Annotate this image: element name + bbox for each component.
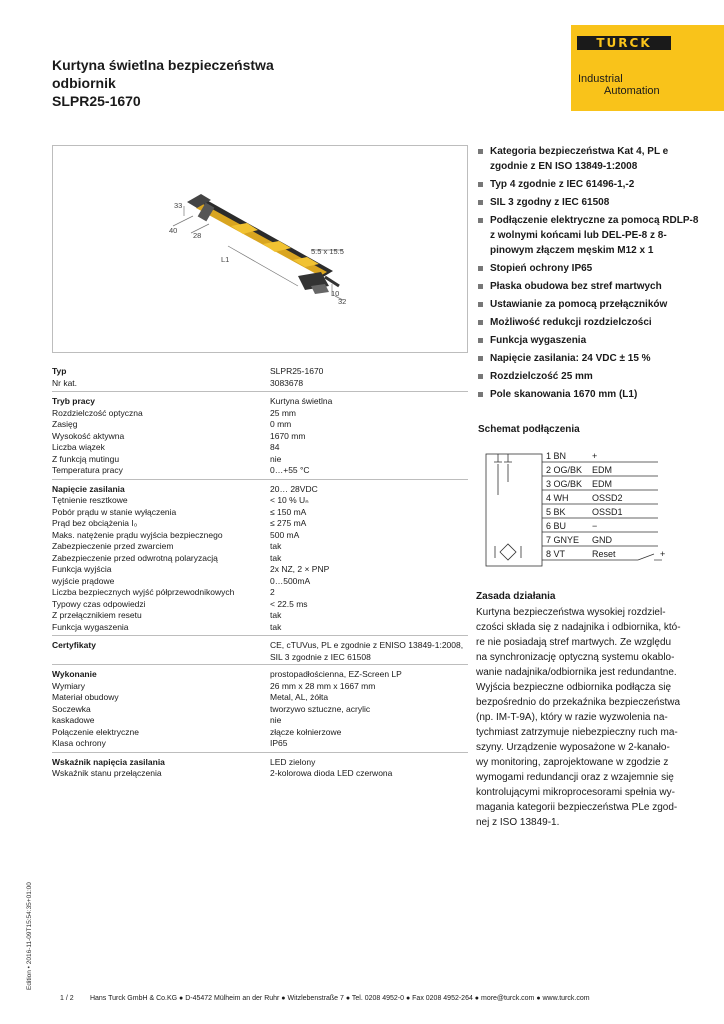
spec-group-certificates [52, 640, 468, 665]
feature-item: Funkcja wygaszenia [478, 333, 703, 348]
spec-row [52, 738, 468, 750]
pin-3-signal: EDM [592, 479, 612, 489]
spec-row [52, 768, 468, 780]
feature-item: Możliwość redukcji rozdzielczości [478, 315, 703, 330]
feature-item: Napięcie zasilania: 24 VDC ± 15 % [478, 351, 703, 366]
spec-row [52, 541, 468, 553]
spec-value: 1670 mm [270, 430, 306, 441]
reset-plus: + [660, 549, 666, 559]
spec-value: < 10 % Uₙ [270, 495, 309, 505]
operation-line: bezpośrednio do przekaźnika bezpieczeństwa [476, 697, 681, 708]
feature-item: Pole skanowania 1670 mm (L1) [478, 387, 703, 402]
spec-row [52, 378, 468, 390]
operation-line: na synchronizację optyczną systemu okablo- [476, 652, 675, 663]
spec-row [52, 599, 468, 611]
title-line-1: Kurtyna świetlna bezpieczeństwa [52, 57, 274, 73]
spec-row [52, 495, 468, 507]
spec-key: Funkcja wyjścia [52, 564, 112, 574]
operation-line: czości składa się z nadajnika i odbiornika, któ- [476, 622, 681, 633]
pin-6-wire: 6 BU [546, 521, 567, 531]
spec-value: tak [270, 552, 282, 563]
pin-6-signal: − [592, 521, 598, 531]
spec-row [52, 419, 468, 431]
spec-value: tak [270, 541, 282, 551]
spec-row [52, 396, 468, 408]
dim-28-label: 28 [193, 231, 202, 240]
spec-row [52, 507, 468, 519]
spec-value: 0 mm [270, 419, 292, 429]
spec-row [52, 530, 468, 542]
spec-key: Tętnienie resztkowe [52, 495, 128, 505]
pin-4-signal: OSSD2 [592, 493, 623, 503]
spec-value: 2-kolorowa dioda LED czerwona [270, 768, 393, 778]
pin-8-signal: Reset [592, 549, 616, 559]
spec-key: Tryb pracy [52, 396, 95, 406]
spec-row [52, 431, 468, 443]
spec-key: Z przełącznikiem resetu [52, 610, 142, 620]
spec-key: kaskadowe [52, 715, 95, 725]
spec-value: 2x NZ, 2 × PNP [270, 564, 330, 574]
spec-key: Temperatura pracy [52, 465, 123, 475]
tagline-automation: Automation [604, 85, 660, 97]
spec-key: Liczba wiązek [52, 442, 105, 452]
spec-row [52, 442, 468, 454]
spec-row [52, 610, 468, 622]
spec-value: 0…500mA [270, 575, 311, 586]
pin-3-wire: 3 OG/BK [546, 479, 583, 489]
spec-value: 2 [270, 587, 275, 597]
spec-key: Soczewka [52, 703, 91, 714]
spec-row [52, 465, 468, 477]
operation-text [476, 605, 681, 830]
spec-key: Liczba bezpiecznych wyjść półprzewodnikowych [52, 587, 235, 597]
operation-line: Wyjścia bezpieczne odbiornika podłącza się [476, 682, 672, 693]
spec-key: Wymiary [52, 680, 85, 691]
spec-row [52, 669, 468, 681]
spec-row [52, 408, 468, 420]
spec-value: tak [270, 621, 282, 632]
pin-2-wire: 2 OG/BK [546, 465, 583, 475]
page-number: 1 / 2 [60, 995, 74, 1002]
pin-5-signal: OSSD1 [592, 507, 623, 517]
spec-row [52, 518, 468, 530]
spec-group-identification [52, 366, 468, 392]
spec-row [52, 681, 468, 693]
footer [60, 995, 590, 1002]
pin-5-wire: 5 BK [546, 507, 566, 517]
spec-key: Typ [52, 366, 67, 376]
spec-key: Wskaźnik napięcia zasilania [52, 756, 165, 767]
edition-stamp: Edition • 2016-11-09T15:54:35+01:00 [26, 882, 33, 990]
receiver-box [486, 454, 542, 566]
spec-key: Napięcie zasilania [52, 483, 125, 494]
operation-line: wymogami redundancji oraz z wzajemnie się [476, 772, 674, 783]
spec-group-mechanical [52, 669, 468, 753]
spec-row [52, 454, 468, 466]
title-line-2: odbiornik [52, 75, 116, 91]
spec-value: 25 mm [270, 407, 296, 418]
spec-key: Zasięg [52, 419, 78, 429]
spec-value: złącze kołnierzowe [270, 726, 342, 737]
spec-value: 26 mm x 28 mm x 1667 mm [270, 680, 376, 691]
feature-item: Kategoria bezpieczeństwa Kat 4, PL e zgodnie z EN ISO 13849-1:2008 [478, 144, 703, 174]
spec-value: nie [270, 715, 282, 725]
spec-value: Kurtyna świetlna [270, 396, 333, 406]
page-title [52, 56, 274, 110]
spec-key: Z funkcją mutingu [52, 453, 120, 464]
brand-wordmark: TURCK [577, 36, 671, 50]
spec-key: Funkcja wygaszenia [52, 621, 129, 632]
spec-row [52, 640, 468, 662]
dim-40-label: 40 [169, 226, 178, 235]
spec-value: SLPR25-1670 [270, 366, 324, 376]
sensor-icon [495, 544, 521, 560]
spec-value: 84 [270, 442, 280, 452]
spec-key: Maks. natężenie prądu wyjścia bezpiecznego [52, 529, 223, 540]
operation-line: nej z ISO 13849-1. [476, 817, 560, 828]
spec-value: tak [270, 610, 282, 620]
pin-7-wire: 7 GNYE [546, 535, 580, 545]
operation-line: (np. IM-T-9A), który w razie wyzwolenia na- [476, 712, 668, 723]
spec-row [52, 692, 468, 704]
spec-value: CE, cTUVus, PL e zgodnie z ENISO 13849-1:2008, SIL 3 zgodnie z IEC 61508 [270, 640, 464, 662]
spec-group-electrical [52, 484, 468, 637]
spec-row [52, 757, 468, 769]
spec-key: Materiał obudowy [52, 692, 119, 702]
title-line-3: SLPR25-1670 [52, 93, 141, 109]
operation-line: wanie nadajnika/odbiornika jest redundantne. [476, 667, 677, 678]
spec-key: Rozdzielczość optyczna [52, 407, 143, 418]
feature-list [478, 144, 703, 405]
spec-value: 3083678 [270, 377, 304, 388]
spec-value: < 22.5 ms [270, 598, 308, 609]
spec-group-operation [52, 396, 468, 480]
dim-10-label: 10 [331, 289, 340, 298]
product-drawing [52, 145, 468, 353]
operation-line: re nie posiadają stref martwych. Ze względu [476, 637, 672, 648]
spec-key: Certyfikaty [52, 640, 96, 650]
spec-key: Prąd bez obciążenia I₀ [52, 518, 138, 528]
spec-value: tworzywo sztuczne, acrylic [270, 703, 371, 714]
spec-value: prostopadłościenna, EZ-Screen LP [270, 669, 402, 679]
spec-row [52, 715, 468, 727]
dim-33-label: 33 [174, 201, 183, 210]
spec-key: Wykonanie [52, 669, 97, 679]
spec-value: LED zielony [270, 756, 316, 767]
spec-value: 0…+55 °C [270, 465, 310, 475]
wiring-diagram [478, 440, 678, 580]
spec-value: 20… 28VDC [270, 483, 318, 494]
pin-2-signal: EDM [592, 465, 612, 475]
spec-value: ≤ 150 mA [270, 506, 307, 517]
spec-row [52, 727, 468, 739]
operation-title: Zasada działania [476, 591, 556, 602]
feature-item: Stopień ochrony IP65 [478, 261, 703, 276]
feature-item: Typ 4 zgodnie z IEC 61496-1,-2 [478, 177, 703, 192]
spec-value: Metal, AL, żółta [270, 692, 329, 702]
spec-row [52, 587, 468, 599]
spec-value: IP65 [270, 738, 288, 748]
spec-key: Typowy czas odpowiedzi [52, 598, 146, 609]
operation-line: kontrolującymi mikroprocesorami spełnia wy- [476, 787, 675, 798]
spec-key: Zabezpieczenie przed odwrotną polaryzacją [52, 552, 218, 563]
wiring-title: Schemat podłączenia [478, 424, 580, 435]
spec-value: 500 mA [270, 529, 300, 540]
feature-item: Podłączenie elektryczne za pomocą RDLP-8 z wolnymi końcami lub DEL-PE-8 z 8-pinowym złączem męskim M12 x 1 [478, 213, 703, 258]
feature-item: SIL 3 zgodny z IEC 61508 [478, 195, 703, 210]
spec-row [52, 704, 468, 716]
pin-1-signal: + [592, 451, 598, 461]
spec-table [52, 366, 468, 780]
spec-key: Pobór prądu w stanie wyłączenia [52, 506, 177, 517]
operation-line: tychmiast zatrzymuje niebezpieczny ruch ma- [476, 727, 678, 738]
pin-8-wire: 8 VT [546, 549, 566, 559]
spec-key: Wskaźnik stanu przełączenia [52, 768, 162, 778]
spec-key: wyjście prądowe [52, 575, 115, 586]
spec-key: Klasa ochrony [52, 738, 106, 748]
pin-1-wire: 1 BN [546, 451, 567, 461]
spec-row [52, 622, 468, 634]
operation-line: szyny. Urządzenie wyposażone w 2-kanało- [476, 742, 670, 753]
light-curtain-drawing [53, 146, 469, 354]
spec-key: Wysokość aktywna [52, 430, 125, 441]
operation-line: magania kategorii bezpieczeństwa PLe zgod- [476, 802, 678, 813]
turck-logo [571, 25, 724, 111]
spec-row [52, 576, 468, 588]
operation-line: wy monitoring, zaprojektowane w zgodzie z [476, 757, 669, 768]
footer-address: Hans Turck GmbH & Co.KG ● D-45472 Mülheim an der Ruhr ● Witzlebenstraße 7 ● Tel. 0208 4952-0 ● Fax 0208 4952-264 ● more@turck.com ● www.turck.com [89, 995, 590, 1002]
feature-item: Płaska obudowa bez stref martwych [478, 279, 703, 294]
pin-7-signal: GND [592, 535, 612, 545]
spec-row [52, 366, 468, 378]
dim-l1-label: L1 [221, 255, 230, 264]
spec-key: Połączenie elektryczne [52, 726, 139, 737]
operation-line: Kurtyna bezpieczeństwa wysokiej rozdziel- [476, 607, 666, 618]
spec-row [52, 564, 468, 576]
spec-group-indicators [52, 757, 468, 780]
feature-item: Ustawianie za pomocą przełączników [478, 297, 703, 312]
spec-key: Zabezpieczenie przed zwarciem [52, 541, 174, 551]
dim-32-label: 32 [338, 297, 347, 306]
spec-value: nie [270, 453, 282, 464]
spec-row [52, 484, 468, 496]
pin-4-wire: 4 WH [546, 493, 569, 503]
feature-item: Rozdzielczość 25 mm [478, 369, 703, 384]
spec-row [52, 553, 468, 565]
dim-slot-label: 5.5 x 15.5 [311, 247, 344, 256]
spec-key: Nr kat. [52, 377, 78, 388]
tagline-industrial: Industrial [578, 73, 623, 85]
spec-value: ≤ 275 mA [270, 518, 307, 528]
